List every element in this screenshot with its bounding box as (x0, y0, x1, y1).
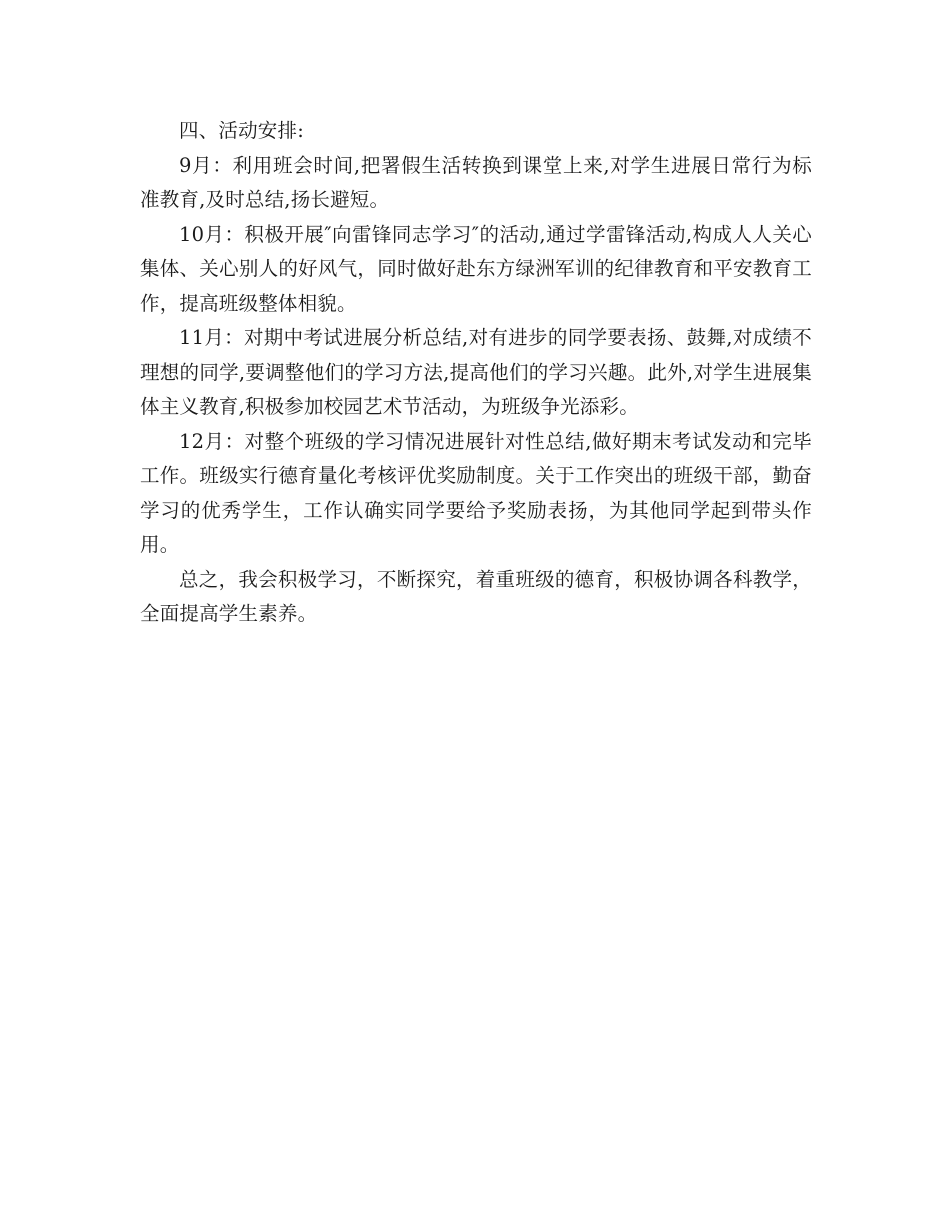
paragraph-november: 11月：对期中考试进展分析总结,对有进步的同学要表扬、鼓舞,对成绩不理想的同学,要调整他们的学习方法,提高他们的学习兴趣。此外,对学生进展集体主义教育,积极参加校园艺术节活动，为班级争光添彩。 (140, 326, 812, 418)
paragraph-summary: 总之，我会积极学习，不断探究，着重班级的德育，积极协调各科教学，全面提高学生素养。 (140, 567, 812, 625)
paragraph-september: 9月：利用班会时间,把署假生活转换到课堂上来,对学生进展日常行为标准教育,及时总结,扬长避短。 (140, 153, 812, 211)
document-body (140, 114, 812, 632)
paragraph-october: 10月：积极开展″向雷锋同志学习″的活动,通过学雷锋活动,构成人人关心集体、关心别人的好风气，同时做好赴东方绿洲军训的纪律教育和平安教育工作，提高班级整体相貌。 (140, 222, 812, 315)
paragraph-december: 12月：对整个班级的学习情况进展针对性总结,做好期末考试发动和完毕工作。班级实行德育量化考核评优奖励制度。关于工作突出的班级干部，勤奋学习的优秀学生，工作认确实同学要给予奖励表扬，为其他同学起到带头作用。 (140, 429, 812, 556)
section-heading: 四、活动安排: (179, 119, 304, 142)
